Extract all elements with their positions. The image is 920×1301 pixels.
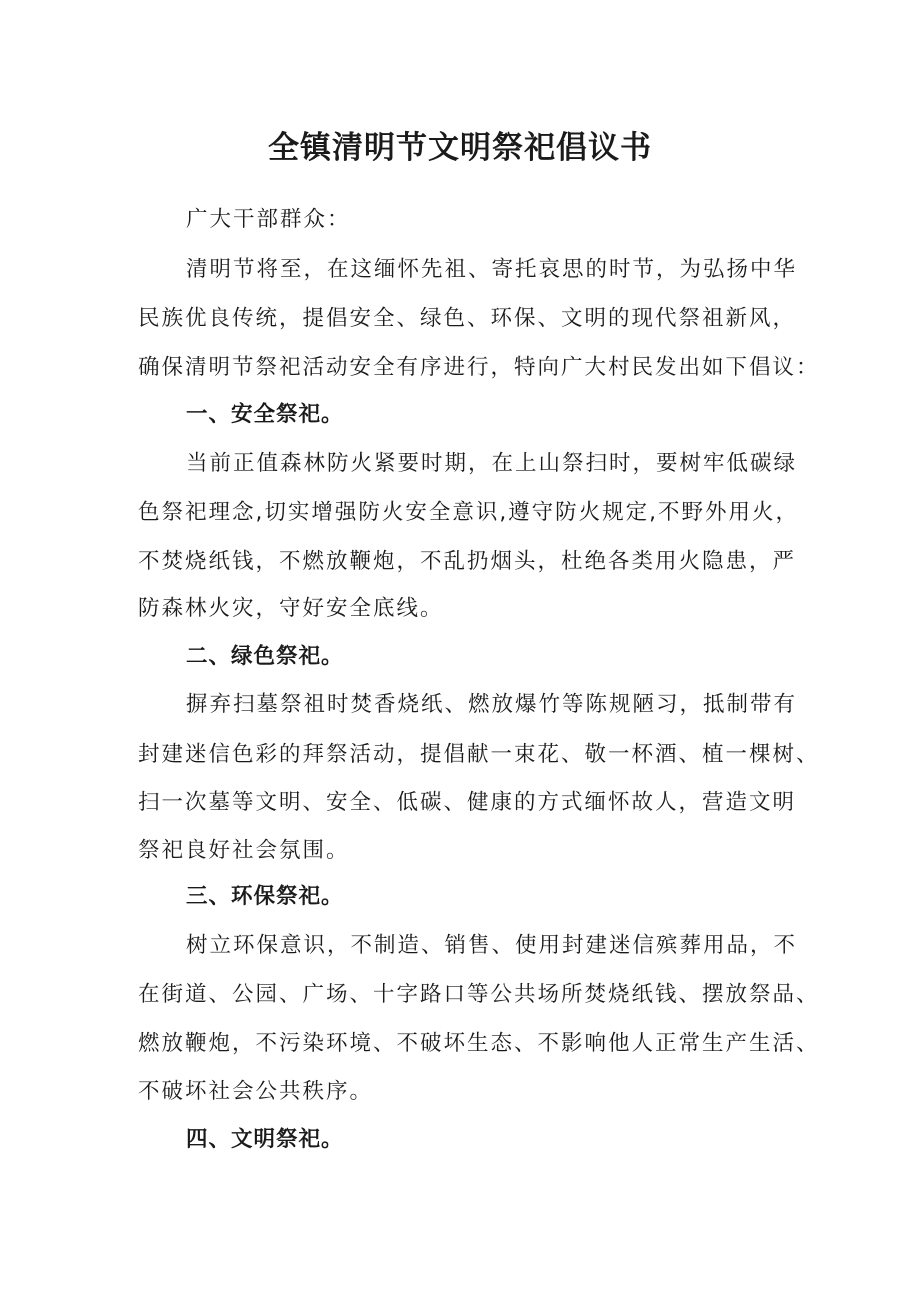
paragraph-line: 扫一次墓等文明、安全、低碳、健康的方式缅怀故人，营造文明 [138,790,797,815]
intro-line: 清明节将至，在这缅怀先祖、寄托哀思的时节，为弘扬中华 [186,257,798,282]
section-heading-safety: 一、安全祭祀。 [186,402,344,427]
intro-line: 确保清明节祭祀活动安全有序进行，特向广大村民发出如下倡议： [138,355,820,380]
document-title: 全镇清明节文明祭祀倡议书 [268,130,652,166]
paragraph-line: 在街道、公园、广场、十字路口等公共场所焚烧纸钱、摆放祭品、 [138,982,820,1007]
section-heading-environment: 三、环保祭祀。 [186,884,344,909]
paragraph-line: 色祭祀理念,切实增强防火安全意识,遵守防火规定,不野外用火， [138,500,800,525]
paragraph-line: 祭祀良好社会氛围。 [138,838,350,863]
paragraph-line: 防森林火灾，守好安全底线。 [138,596,444,621]
section-heading-green: 二、绿色祭祀。 [186,644,344,669]
intro-line: 民族优良传统，提倡安全、绿色、环保、文明的现代祭祖新风， [138,306,797,331]
paragraph-line: 当前正值森林防火紧要时期，在上山祭扫时，要树牢低碳绿 [186,451,798,476]
paragraph-line: 封建迷信色彩的拜祭活动，提倡献一束花、敬一杯酒、植一棵树、 [138,742,820,767]
salutation: 广大干部群众： [186,207,351,232]
paragraph-line: 摒弃扫墓祭祖时焚香烧纸、燃放爆竹等陈规陋习，抵制带有 [186,692,798,717]
paragraph-line: 燃放鞭炮，不污染环境、不破坏生态、不影响他人正常生产生活、 [138,1031,820,1056]
section-heading-civilized: 四、文明祭祀。 [186,1127,344,1152]
paragraph-line: 树立环保意识，不制造、销售、使用封建迷信殡葬用品，不 [186,933,798,958]
paragraph-line: 不焚烧纸钱，不燃放鞭炮，不乱扔烟头，杜绝各类用火隐患，严 [138,549,797,574]
paragraph-line: 不破坏社会公共秩序。 [138,1079,374,1104]
